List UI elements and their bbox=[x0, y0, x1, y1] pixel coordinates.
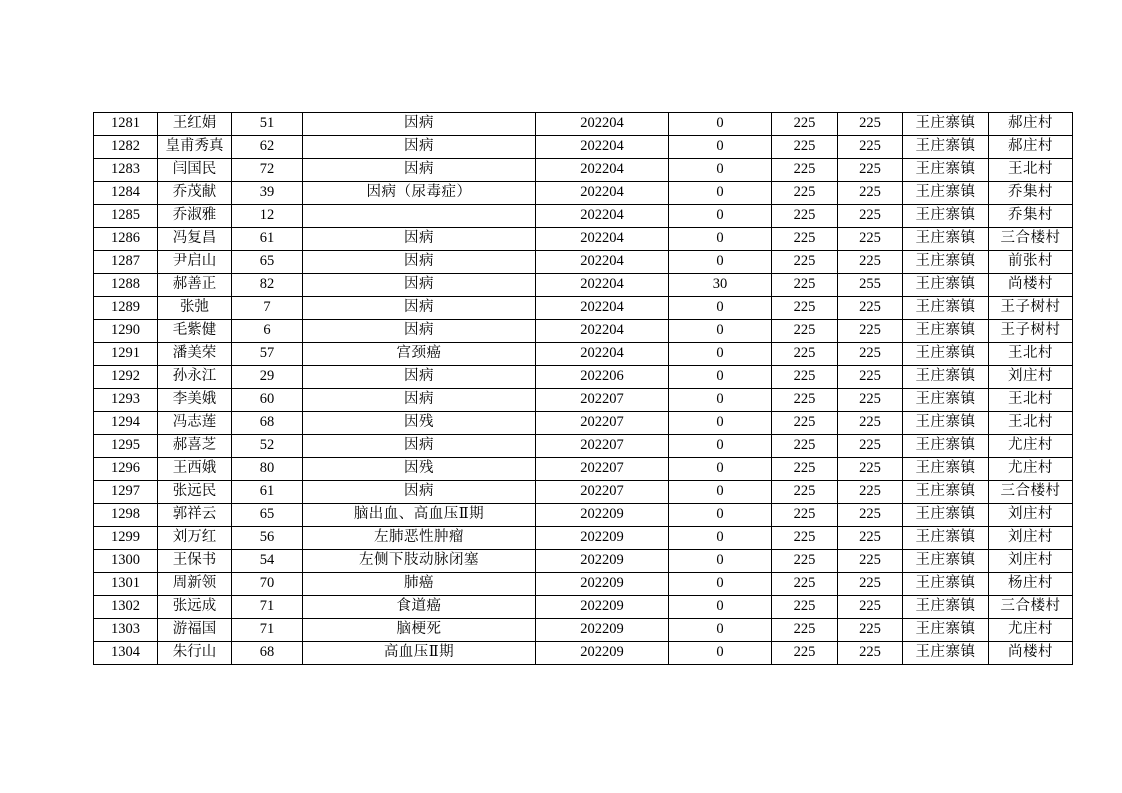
cell-reason: 因残 bbox=[303, 412, 536, 435]
cell-name: 郭祥云 bbox=[158, 504, 232, 527]
cell-reason: 脑梗死 bbox=[303, 619, 536, 642]
cell-village: 刘庄村 bbox=[989, 527, 1073, 550]
cell-no: 1300 bbox=[94, 550, 158, 573]
cell-village: 前张村 bbox=[989, 251, 1073, 274]
cell-v2: 225 bbox=[772, 320, 838, 343]
cell-name: 张弛 bbox=[158, 297, 232, 320]
cell-age: 61 bbox=[232, 481, 303, 504]
cell-age: 39 bbox=[232, 182, 303, 205]
cell-no: 1301 bbox=[94, 573, 158, 596]
table-row bbox=[94, 113, 1073, 136]
cell-reason: 因病 bbox=[303, 228, 536, 251]
cell-no: 1303 bbox=[94, 619, 158, 642]
cell-town: 王庄寨镇 bbox=[903, 343, 989, 366]
cell-no: 1281 bbox=[94, 113, 158, 136]
cell-age: 57 bbox=[232, 343, 303, 366]
cell-v1: 0 bbox=[669, 297, 772, 320]
cell-v2: 225 bbox=[772, 389, 838, 412]
cell-town: 王庄寨镇 bbox=[903, 297, 989, 320]
cell-village: 尤庄村 bbox=[989, 435, 1073, 458]
cell-v1: 0 bbox=[669, 435, 772, 458]
cell-v3: 225 bbox=[838, 228, 903, 251]
cell-no: 1291 bbox=[94, 343, 158, 366]
cell-reason: 因病 bbox=[303, 481, 536, 504]
cell-v1: 0 bbox=[669, 596, 772, 619]
cell-no: 1296 bbox=[94, 458, 158, 481]
cell-v3: 225 bbox=[838, 297, 903, 320]
cell-v2: 225 bbox=[772, 251, 838, 274]
cell-reason: 因病 bbox=[303, 136, 536, 159]
cell-town: 王庄寨镇 bbox=[903, 504, 989, 527]
cell-town: 王庄寨镇 bbox=[903, 182, 989, 205]
cell-date: 202204 bbox=[536, 297, 669, 320]
cell-date: 202207 bbox=[536, 435, 669, 458]
cell-v2: 225 bbox=[772, 458, 838, 481]
table-row bbox=[94, 274, 1073, 297]
cell-v3: 225 bbox=[838, 251, 903, 274]
cell-no: 1290 bbox=[94, 320, 158, 343]
table-row bbox=[94, 412, 1073, 435]
cell-no: 1286 bbox=[94, 228, 158, 251]
cell-date: 202209 bbox=[536, 504, 669, 527]
table-row bbox=[94, 573, 1073, 596]
cell-town: 王庄寨镇 bbox=[903, 642, 989, 665]
cell-age: 65 bbox=[232, 251, 303, 274]
cell-name: 潘美荣 bbox=[158, 343, 232, 366]
cell-town: 王庄寨镇 bbox=[903, 412, 989, 435]
cell-village: 王子树村 bbox=[989, 320, 1073, 343]
cell-name: 冯志莲 bbox=[158, 412, 232, 435]
table-row bbox=[94, 481, 1073, 504]
cell-name: 郝喜芝 bbox=[158, 435, 232, 458]
cell-date: 202204 bbox=[536, 274, 669, 297]
cell-v1: 0 bbox=[669, 159, 772, 182]
cell-village: 刘庄村 bbox=[989, 504, 1073, 527]
cell-no: 1302 bbox=[94, 596, 158, 619]
cell-v3: 225 bbox=[838, 458, 903, 481]
cell-name: 刘万红 bbox=[158, 527, 232, 550]
cell-date: 202209 bbox=[536, 573, 669, 596]
data-table bbox=[93, 112, 1073, 665]
cell-town: 王庄寨镇 bbox=[903, 573, 989, 596]
cell-v3: 225 bbox=[838, 481, 903, 504]
cell-reason: 因病 bbox=[303, 320, 536, 343]
cell-town: 王庄寨镇 bbox=[903, 550, 989, 573]
cell-v2: 225 bbox=[772, 550, 838, 573]
cell-v2: 225 bbox=[772, 504, 838, 527]
cell-v3: 225 bbox=[838, 412, 903, 435]
cell-no: 1287 bbox=[94, 251, 158, 274]
cell-reason: 左侧下肢动脉闭塞 bbox=[303, 550, 536, 573]
cell-village: 刘庄村 bbox=[989, 366, 1073, 389]
table-row bbox=[94, 182, 1073, 205]
cell-name: 孙永江 bbox=[158, 366, 232, 389]
cell-v2: 225 bbox=[772, 182, 838, 205]
cell-age: 68 bbox=[232, 642, 303, 665]
cell-no: 1295 bbox=[94, 435, 158, 458]
table-row bbox=[94, 435, 1073, 458]
cell-v2: 225 bbox=[772, 573, 838, 596]
cell-v1: 0 bbox=[669, 113, 772, 136]
cell-v1: 0 bbox=[669, 366, 772, 389]
table-row bbox=[94, 596, 1073, 619]
table-row bbox=[94, 228, 1073, 251]
cell-town: 王庄寨镇 bbox=[903, 458, 989, 481]
cell-village: 三合楼村 bbox=[989, 481, 1073, 504]
cell-town: 王庄寨镇 bbox=[903, 136, 989, 159]
cell-no: 1297 bbox=[94, 481, 158, 504]
cell-no: 1282 bbox=[94, 136, 158, 159]
cell-v1: 0 bbox=[669, 481, 772, 504]
cell-no: 1283 bbox=[94, 159, 158, 182]
cell-reason: 因病（尿毒症） bbox=[303, 182, 536, 205]
cell-no: 1293 bbox=[94, 389, 158, 412]
table-body bbox=[94, 113, 1073, 665]
cell-no: 1294 bbox=[94, 412, 158, 435]
cell-v3: 225 bbox=[838, 527, 903, 550]
cell-name: 乔茂献 bbox=[158, 182, 232, 205]
cell-name: 周新领 bbox=[158, 573, 232, 596]
cell-v1: 0 bbox=[669, 389, 772, 412]
cell-village: 郝庄村 bbox=[989, 136, 1073, 159]
cell-town: 王庄寨镇 bbox=[903, 366, 989, 389]
cell-town: 王庄寨镇 bbox=[903, 205, 989, 228]
cell-date: 202207 bbox=[536, 389, 669, 412]
cell-date: 202204 bbox=[536, 136, 669, 159]
table-row bbox=[94, 320, 1073, 343]
cell-no: 1284 bbox=[94, 182, 158, 205]
cell-age: 62 bbox=[232, 136, 303, 159]
cell-age: 71 bbox=[232, 596, 303, 619]
cell-reason: 因病 bbox=[303, 113, 536, 136]
cell-village: 尤庄村 bbox=[989, 458, 1073, 481]
cell-date: 202209 bbox=[536, 596, 669, 619]
cell-date: 202207 bbox=[536, 458, 669, 481]
cell-no: 1304 bbox=[94, 642, 158, 665]
cell-town: 王庄寨镇 bbox=[903, 527, 989, 550]
cell-name: 王保书 bbox=[158, 550, 232, 573]
cell-date: 202204 bbox=[536, 228, 669, 251]
cell-reason: 因病 bbox=[303, 274, 536, 297]
cell-v2: 225 bbox=[772, 343, 838, 366]
table-row bbox=[94, 527, 1073, 550]
cell-v2: 225 bbox=[772, 297, 838, 320]
cell-name: 朱行山 bbox=[158, 642, 232, 665]
cell-v1: 0 bbox=[669, 182, 772, 205]
cell-town: 王庄寨镇 bbox=[903, 389, 989, 412]
cell-v2: 225 bbox=[772, 619, 838, 642]
cell-date: 202209 bbox=[536, 642, 669, 665]
cell-v2: 225 bbox=[772, 113, 838, 136]
cell-town: 王庄寨镇 bbox=[903, 251, 989, 274]
cell-village: 王北村 bbox=[989, 389, 1073, 412]
cell-v2: 225 bbox=[772, 136, 838, 159]
cell-v3: 225 bbox=[838, 205, 903, 228]
cell-village: 王北村 bbox=[989, 343, 1073, 366]
cell-age: 6 bbox=[232, 320, 303, 343]
table-row bbox=[94, 297, 1073, 320]
cell-name: 张远成 bbox=[158, 596, 232, 619]
cell-age: 68 bbox=[232, 412, 303, 435]
cell-v1: 30 bbox=[669, 274, 772, 297]
cell-village: 尚楼村 bbox=[989, 642, 1073, 665]
cell-reason: 宫颈癌 bbox=[303, 343, 536, 366]
cell-village: 杨庄村 bbox=[989, 573, 1073, 596]
cell-age: 71 bbox=[232, 619, 303, 642]
cell-town: 王庄寨镇 bbox=[903, 274, 989, 297]
cell-v3: 255 bbox=[838, 274, 903, 297]
cell-date: 202209 bbox=[536, 550, 669, 573]
cell-date: 202207 bbox=[536, 481, 669, 504]
cell-age: 82 bbox=[232, 274, 303, 297]
table-container bbox=[93, 112, 1061, 665]
cell-reason: 食道癌 bbox=[303, 596, 536, 619]
cell-reason: 因病 bbox=[303, 435, 536, 458]
cell-name: 毛紫健 bbox=[158, 320, 232, 343]
cell-reason: 高血压Ⅱ期 bbox=[303, 642, 536, 665]
cell-no: 1288 bbox=[94, 274, 158, 297]
cell-name: 尹启山 bbox=[158, 251, 232, 274]
cell-v1: 0 bbox=[669, 136, 772, 159]
cell-date: 202204 bbox=[536, 320, 669, 343]
cell-village: 尤庄村 bbox=[989, 619, 1073, 642]
cell-no: 1292 bbox=[94, 366, 158, 389]
cell-no: 1299 bbox=[94, 527, 158, 550]
cell-v1: 0 bbox=[669, 343, 772, 366]
table-row bbox=[94, 504, 1073, 527]
cell-v2: 225 bbox=[772, 366, 838, 389]
table-row bbox=[94, 136, 1073, 159]
cell-v2: 225 bbox=[772, 274, 838, 297]
cell-village: 三合楼村 bbox=[989, 228, 1073, 251]
cell-v3: 225 bbox=[838, 320, 903, 343]
cell-v1: 0 bbox=[669, 642, 772, 665]
cell-v3: 225 bbox=[838, 182, 903, 205]
cell-town: 王庄寨镇 bbox=[903, 619, 989, 642]
cell-age: 51 bbox=[232, 113, 303, 136]
cell-v1: 0 bbox=[669, 205, 772, 228]
table-row bbox=[94, 550, 1073, 573]
cell-name: 王西娥 bbox=[158, 458, 232, 481]
cell-name: 张远民 bbox=[158, 481, 232, 504]
cell-no: 1289 bbox=[94, 297, 158, 320]
cell-age: 70 bbox=[232, 573, 303, 596]
cell-village: 郝庄村 bbox=[989, 113, 1073, 136]
cell-reason: 肺癌 bbox=[303, 573, 536, 596]
cell-v3: 225 bbox=[838, 343, 903, 366]
cell-v3: 225 bbox=[838, 366, 903, 389]
cell-age: 52 bbox=[232, 435, 303, 458]
cell-v1: 0 bbox=[669, 320, 772, 343]
cell-v1: 0 bbox=[669, 504, 772, 527]
cell-v3: 225 bbox=[838, 159, 903, 182]
cell-reason: 因病 bbox=[303, 159, 536, 182]
cell-village: 尚楼村 bbox=[989, 274, 1073, 297]
cell-v2: 225 bbox=[772, 159, 838, 182]
cell-town: 王庄寨镇 bbox=[903, 320, 989, 343]
table-row bbox=[94, 251, 1073, 274]
cell-town: 王庄寨镇 bbox=[903, 481, 989, 504]
cell-name: 李美娥 bbox=[158, 389, 232, 412]
cell-name: 冯复昌 bbox=[158, 228, 232, 251]
cell-age: 54 bbox=[232, 550, 303, 573]
cell-date: 202204 bbox=[536, 205, 669, 228]
cell-v3: 225 bbox=[838, 642, 903, 665]
cell-name: 王红娟 bbox=[158, 113, 232, 136]
cell-v2: 225 bbox=[772, 412, 838, 435]
cell-town: 王庄寨镇 bbox=[903, 435, 989, 458]
cell-name: 游福国 bbox=[158, 619, 232, 642]
cell-v1: 0 bbox=[669, 228, 772, 251]
cell-v3: 225 bbox=[838, 136, 903, 159]
cell-name: 闫国民 bbox=[158, 159, 232, 182]
cell-village: 王北村 bbox=[989, 159, 1073, 182]
table-row bbox=[94, 366, 1073, 389]
cell-village: 王北村 bbox=[989, 412, 1073, 435]
cell-v1: 0 bbox=[669, 527, 772, 550]
cell-v3: 225 bbox=[838, 596, 903, 619]
cell-reason: 因残 bbox=[303, 458, 536, 481]
cell-no: 1285 bbox=[94, 205, 158, 228]
cell-v3: 225 bbox=[838, 389, 903, 412]
cell-date: 202207 bbox=[536, 412, 669, 435]
cell-v1: 0 bbox=[669, 573, 772, 596]
cell-age: 60 bbox=[232, 389, 303, 412]
cell-name: 皇甫秀真 bbox=[158, 136, 232, 159]
cell-v1: 0 bbox=[669, 550, 772, 573]
cell-date: 202209 bbox=[536, 619, 669, 642]
table-row bbox=[94, 343, 1073, 366]
cell-v3: 225 bbox=[838, 550, 903, 573]
cell-v2: 225 bbox=[772, 642, 838, 665]
cell-village: 王子树村 bbox=[989, 297, 1073, 320]
cell-v3: 225 bbox=[838, 573, 903, 596]
cell-reason: 脑出血、高血压Ⅱ期 bbox=[303, 504, 536, 527]
cell-town: 王庄寨镇 bbox=[903, 159, 989, 182]
cell-v2: 225 bbox=[772, 228, 838, 251]
table-row bbox=[94, 205, 1073, 228]
table-row bbox=[94, 619, 1073, 642]
cell-no: 1298 bbox=[94, 504, 158, 527]
cell-date: 202204 bbox=[536, 343, 669, 366]
cell-v1: 0 bbox=[669, 412, 772, 435]
cell-date: 202204 bbox=[536, 182, 669, 205]
cell-age: 80 bbox=[232, 458, 303, 481]
cell-v2: 225 bbox=[772, 527, 838, 550]
cell-age: 7 bbox=[232, 297, 303, 320]
cell-age: 72 bbox=[232, 159, 303, 182]
cell-reason: 因病 bbox=[303, 366, 536, 389]
cell-v2: 225 bbox=[772, 481, 838, 504]
cell-date: 202209 bbox=[536, 527, 669, 550]
cell-date: 202206 bbox=[536, 366, 669, 389]
cell-town: 王庄寨镇 bbox=[903, 113, 989, 136]
cell-village: 三合楼村 bbox=[989, 596, 1073, 619]
cell-reason: 左肺恶性肿瘤 bbox=[303, 527, 536, 550]
cell-village: 乔集村 bbox=[989, 182, 1073, 205]
cell-date: 202204 bbox=[536, 251, 669, 274]
cell-age: 29 bbox=[232, 366, 303, 389]
cell-age: 65 bbox=[232, 504, 303, 527]
cell-v1: 0 bbox=[669, 458, 772, 481]
cell-v3: 225 bbox=[838, 435, 903, 458]
cell-date: 202204 bbox=[536, 113, 669, 136]
cell-v3: 225 bbox=[838, 619, 903, 642]
cell-v2: 225 bbox=[772, 435, 838, 458]
cell-v3: 225 bbox=[838, 113, 903, 136]
cell-v2: 225 bbox=[772, 596, 838, 619]
cell-reason: 因病 bbox=[303, 297, 536, 320]
table-row bbox=[94, 389, 1073, 412]
table-row bbox=[94, 642, 1073, 665]
cell-age: 12 bbox=[232, 205, 303, 228]
cell-date: 202204 bbox=[536, 159, 669, 182]
table-row bbox=[94, 159, 1073, 182]
cell-v3: 225 bbox=[838, 504, 903, 527]
cell-age: 61 bbox=[232, 228, 303, 251]
cell-reason: 因病 bbox=[303, 251, 536, 274]
table-row bbox=[94, 458, 1073, 481]
cell-name: 郝善正 bbox=[158, 274, 232, 297]
cell-age: 56 bbox=[232, 527, 303, 550]
cell-reason: 因病 bbox=[303, 389, 536, 412]
cell-v1: 0 bbox=[669, 619, 772, 642]
cell-village: 刘庄村 bbox=[989, 550, 1073, 573]
cell-reason bbox=[303, 205, 536, 228]
cell-town: 王庄寨镇 bbox=[903, 596, 989, 619]
cell-name: 乔淑雅 bbox=[158, 205, 232, 228]
cell-v2: 225 bbox=[772, 205, 838, 228]
cell-v1: 0 bbox=[669, 251, 772, 274]
cell-town: 王庄寨镇 bbox=[903, 228, 989, 251]
cell-village: 乔集村 bbox=[989, 205, 1073, 228]
